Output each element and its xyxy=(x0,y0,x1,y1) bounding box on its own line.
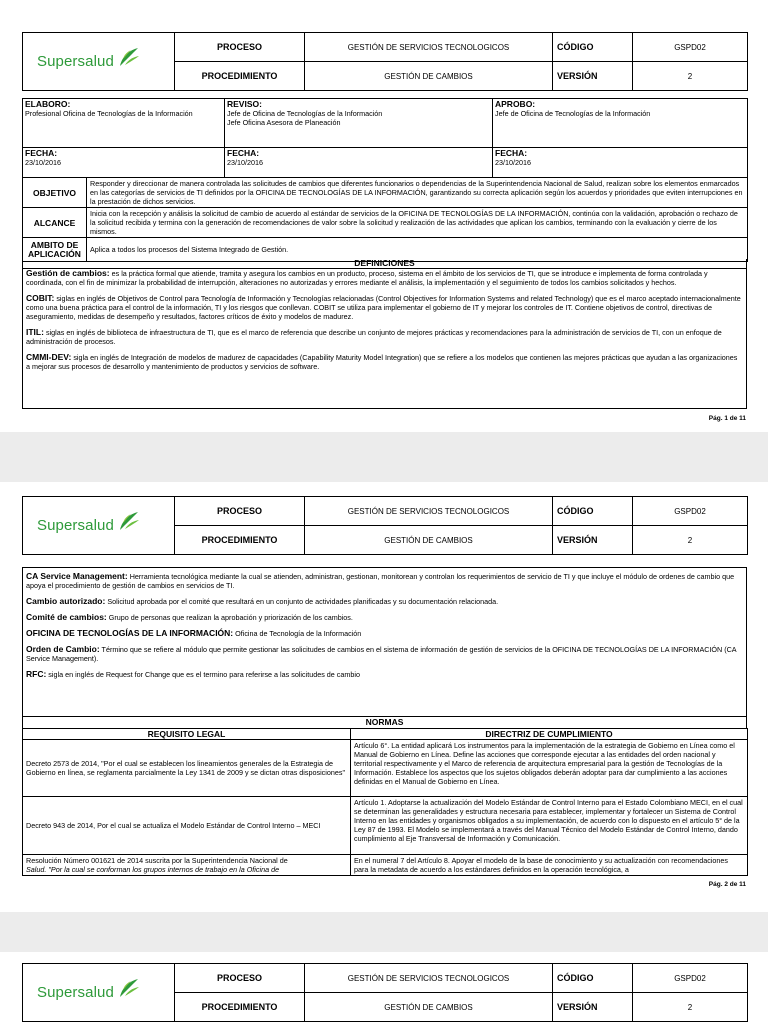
document-header xyxy=(22,32,748,91)
page-number: Pág. 2 de 11 xyxy=(708,881,746,888)
definition-term: CA Service Management: xyxy=(26,571,128,581)
objetivo-label: OBJETIVO xyxy=(23,178,87,208)
definiciones-list xyxy=(23,568,746,679)
logo-text: Supersalud xyxy=(37,517,114,534)
normas-row-3-requisito-line-2: Salud. "Por la cual se conforman los grupos internos de trabajo en la Oficina de xyxy=(26,865,280,874)
normas-row-2-directriz: Artículo 1. Adoptarse la actualización del Modelo Estándar de Control Interno para el Estado Colombiano MECI, en el cual se determinan las generalidades y estructura necesaria para establecer, implementar y fortalecer un Sistema de Control Interno en las entidades y organismos obligados a su implementación, de acuerdo con lo dispuesto en el artículo 5° de la Ley 87 de 1993. El Modelo se implementará a través del Manual Técnico del Modelo Estándar de Control Interno, dando cumplimiento al Eje Transversal de Información y Comunicación. xyxy=(351,797,748,855)
normas-row-2-requisito: Decreto 943 de 2014, Por el cual se actualiza el Modelo Estándar de Control Interno – MECI xyxy=(23,797,351,855)
codigo-value: GSPD02 xyxy=(633,964,748,993)
elaboro-value: Profesional Oficina de Tecnologías de la Información xyxy=(25,109,193,118)
normas-col-requisito: REQUISITO LEGAL xyxy=(23,729,351,740)
definiciones-block-p1 xyxy=(22,259,747,409)
proceso-value: GESTIÓN DE SERVICIOS TECNOLOGICOS xyxy=(305,497,553,526)
version-label: VERSIÓN xyxy=(553,526,633,555)
version-value: 2 xyxy=(633,526,748,555)
definition-item xyxy=(26,572,743,590)
proceso-value: GESTIÓN DE SERVICIOS TECNOLOGICOS xyxy=(305,33,553,62)
ambito-label-line-2: APLICACIÓN xyxy=(28,248,81,259)
normas-row-3-requisito xyxy=(23,855,351,876)
objetivo-alcance-table xyxy=(22,177,748,262)
definition-text: Herramienta tecnológica mediante la cual se atienden, administran, gestionan, monitorean y controlan los requerimientos de servicio de TI y que incluye el módulo de ordenes de cambio que apoya el procedimiento de gestión de cambios en servicios de TI. xyxy=(26,572,735,590)
codigo-label: CÓDIGO xyxy=(553,964,633,993)
codigo-label: CÓDIGO xyxy=(553,33,633,62)
definition-term: Orden de Cambio: xyxy=(26,644,100,654)
signatures-table xyxy=(22,98,748,178)
definition-text: Oficina de Tecnología de la Información xyxy=(233,629,362,638)
codigo-label: CÓDIGO xyxy=(553,497,633,526)
definition-text: sigla en inglés de Integración de modelos de madurez de capacidades (Capability Maturity Model Integration) que se refiere a los modelos que contienen las mejores prácticas que ayudan a las organizaciones a mejorar sus procesos de desarrollo y mantenimiento de productos y servicios de software. xyxy=(26,353,738,371)
definition-term: Comité de cambios: xyxy=(26,612,107,622)
ambito-text: Aplica a todos los procesos del Sistema Integrado de Gestión. xyxy=(87,238,748,262)
normas-row-1-directriz: Artículo 6°. La entidad aplicará Los instrumentos para la implementación de la estrategia de Gobierno en Línea como el Manual de Gobierno en Línea. Define las acciones que corresponde ejecutar a las entidades del orden nacional y territorial respectivamente y el Marco de referencia de arquitectura empresarial para la gestión de Tecnologías de la Información. Establece los aspectos que los sujetos obligados deberán adoptar para dar cumplimiento a las acciones definidas en el Manual de Gobierno en Línea. xyxy=(351,740,748,797)
definition-term: COBIT: xyxy=(26,293,55,303)
proceso-label: PROCESO xyxy=(175,964,305,993)
alcance-text: Inicia con la recepción y análisis la solicitud de cambio de acuerdo al estándar de servicios de la OFICINA DE TECNOLOGÍAS DE LA INFORMACIÓN, continúa con la validación, aprobación o rechazo de la solicitud recibida y termina con la generación de recomendaciones de valor sobre la solicitud y realización de las actividades que aplican los cambios, terminando con la evaluación y cierre de los mismos. xyxy=(87,208,748,238)
fecha-value: 23/10/2016 xyxy=(25,158,61,167)
procedimiento-value: GESTIÓN DE CAMBIOS xyxy=(305,993,553,1022)
page-number: Pág. 1 de 11 xyxy=(708,415,746,422)
definition-item xyxy=(26,645,743,663)
document-header xyxy=(22,963,748,1022)
definition-text: Término que se refiere al módulo que permite gestionar las solicitudes de cambios en el sistema de información de gestión de servicios de la OFICINA DE TECNOLOGÍAS DE LA INFORMACIÓN (CA Service Management). xyxy=(26,645,737,663)
normas-row-3-requisito-line-1: Resolución Número 001621 de 2014 suscrita por la Superintendencia Nacional de xyxy=(26,856,288,865)
logo xyxy=(23,964,175,1022)
elaboro-label: ELABORO: xyxy=(25,99,71,109)
logo xyxy=(23,33,175,91)
aprobo-value: Jefe de Oficina de Tecnologías de la Información xyxy=(495,109,651,118)
reviso-value-1: Jefe de Oficina de Tecnologías de la Información xyxy=(227,109,383,118)
version-label: VERSIÓN xyxy=(553,62,633,91)
definition-text: siglas en inglés de Objetivos de Control para Tecnología de Información y Tecnologías relacionadas (Control Objectives for Information Systems and related Technology) que es el marco aceptado internacionalmente como una buena práctica para el control de la información, TI y los riesgos que conllevan. COBIT se utiliza para implementar el gobierno de IT y mejorar los controles de IT. Contiene objetivos de control, directivas de aseguramiento, medidas de desempeño y resultados, factores críticos de éxito y modelos de madurez. xyxy=(26,294,741,321)
normas-table xyxy=(22,728,748,876)
logo xyxy=(23,497,175,555)
definition-item xyxy=(26,328,743,346)
definition-item xyxy=(26,613,743,622)
leaf-icon xyxy=(116,508,142,534)
ambito-label-line-1: AMBITO DE xyxy=(30,239,79,250)
procedimiento-label: PROCEDIMIENTO xyxy=(175,993,305,1022)
definition-text: Solicitud aprobada por el comité que resultará en un conjunto de actividades planificadas y su documentación relacionada. xyxy=(105,597,499,606)
normas-title: NORMAS xyxy=(365,717,404,727)
fecha-label: FECHA: xyxy=(495,148,528,158)
definition-term: OFICINA DE TECNOLOGÍAS DE LA INFORMACIÓN: xyxy=(26,628,234,638)
procedimiento-label: PROCEDIMIENTO xyxy=(175,62,305,91)
definition-text: sigla en inglés de Request for Change que es el termino para referirse a las solicitudes de cambio xyxy=(46,670,360,679)
normas-col-directriz: DIRECTRIZ DE CUMPLIMIENTO xyxy=(351,729,748,740)
procedimiento-value: GESTIÓN DE CAMBIOS xyxy=(305,62,553,91)
definition-text: es la práctica formal que atiende, tramita y asegura los cambios en un producto, proceso, sistema en el ámbito de los servicios de TI, que se introduce e implementa de forma controlada y coordinada, con el fin de minimizar la probabilidad de interrupción, alteraciones no autorizadas y errores mediante el análisis, la implementación y el seguimiento de todos los cambios solicitados y hechos. xyxy=(26,269,708,287)
fecha-label: FECHA: xyxy=(25,148,58,158)
version-label: VERSIÓN xyxy=(553,993,633,1022)
normas-row-3-directriz: En el numeral 7 del Artículo 8. Apoyar el modelo de la base de conocimiento y su actualización con recomendaciones para la metadata de acuerdo a los estándares definidos en la operación tecnológica, a xyxy=(351,855,748,876)
leaf-icon xyxy=(116,44,142,70)
definition-item xyxy=(26,670,743,679)
procedimiento-value: GESTIÓN DE CAMBIOS xyxy=(305,526,553,555)
document-header xyxy=(22,496,748,555)
definition-term: Cambio autorizado: xyxy=(26,596,106,606)
proceso-label: PROCESO xyxy=(175,33,305,62)
definition-item xyxy=(26,353,743,371)
ambito-label xyxy=(23,238,87,262)
logo-text: Supersalud xyxy=(37,53,114,70)
definition-term: RFC: xyxy=(26,669,47,679)
proceso-label: PROCESO xyxy=(175,497,305,526)
codigo-value: GSPD02 xyxy=(633,497,748,526)
leaf-icon xyxy=(116,975,142,1001)
definition-term: Gestión de cambios: xyxy=(26,268,110,278)
definition-item xyxy=(26,294,743,321)
objetivo-text: Responder y direccionar de manera controlada las solicitudes de cambios que diferentes funcionarios o dependencias de la Superintendencia Nacional de Salud, realizan sobre los elementos enmarcados en las categorías de servicios de TI definidos por la OFICINA DE TECNOLOGÍAS DE LA INFORMACIÓN, garantizando su correcta aplicación según los acuerdos y prioridades que eviten interrupciones en la prestación de dichos servicios. xyxy=(87,178,748,208)
definition-text: Grupo de personas que realizan la aprobación y priorización de los cambios. xyxy=(106,613,353,622)
definition-item xyxy=(26,597,743,606)
fecha-value: 23/10/2016 xyxy=(227,158,263,167)
definition-text: siglas en inglés de biblioteca de infraestructura de TI, que es el marco de referencia que describe un conjunto de mejores prácticas y recomendaciones para la administración de servicios de TI, con un enfoque de administración de procesos. xyxy=(26,328,722,346)
definiciones-list xyxy=(23,269,746,371)
proceso-value: GESTIÓN DE SERVICIOS TECNOLOGICOS xyxy=(305,964,553,993)
definiciones-block-p2 xyxy=(22,567,747,717)
version-value: 2 xyxy=(633,62,748,91)
logo-text: Supersalud xyxy=(37,984,114,1001)
page-gap xyxy=(0,432,768,482)
fecha-label: FECHA: xyxy=(227,148,260,158)
reviso-value-2: Jefe Oficina Asesora de Planeación xyxy=(227,118,341,127)
definition-term: CMMI-DEV: xyxy=(26,352,72,362)
aprobo-label: APROBO: xyxy=(495,99,536,109)
version-value: 2 xyxy=(633,993,748,1022)
procedimiento-label: PROCEDIMIENTO xyxy=(175,526,305,555)
page-gap xyxy=(0,912,768,952)
alcance-label: ALCANCE xyxy=(23,208,87,238)
definition-term: ITIL: xyxy=(26,327,44,337)
normas-row-1-requisito: Decreto 2573 de 2014, "Por el cual se establecen los lineamientos generales de la Estrategia de Gobierno en línea, se reglamenta parcialmente la Ley 1341 de 2009 y se dictan otras disposiciones" xyxy=(23,740,351,797)
definition-item xyxy=(26,269,743,287)
codigo-value: GSPD02 xyxy=(633,33,748,62)
definiciones-title: DEFINICIONES xyxy=(23,259,746,269)
fecha-value: 23/10/2016 xyxy=(495,158,531,167)
definition-item xyxy=(26,629,743,638)
reviso-label: REVISO: xyxy=(227,99,262,109)
